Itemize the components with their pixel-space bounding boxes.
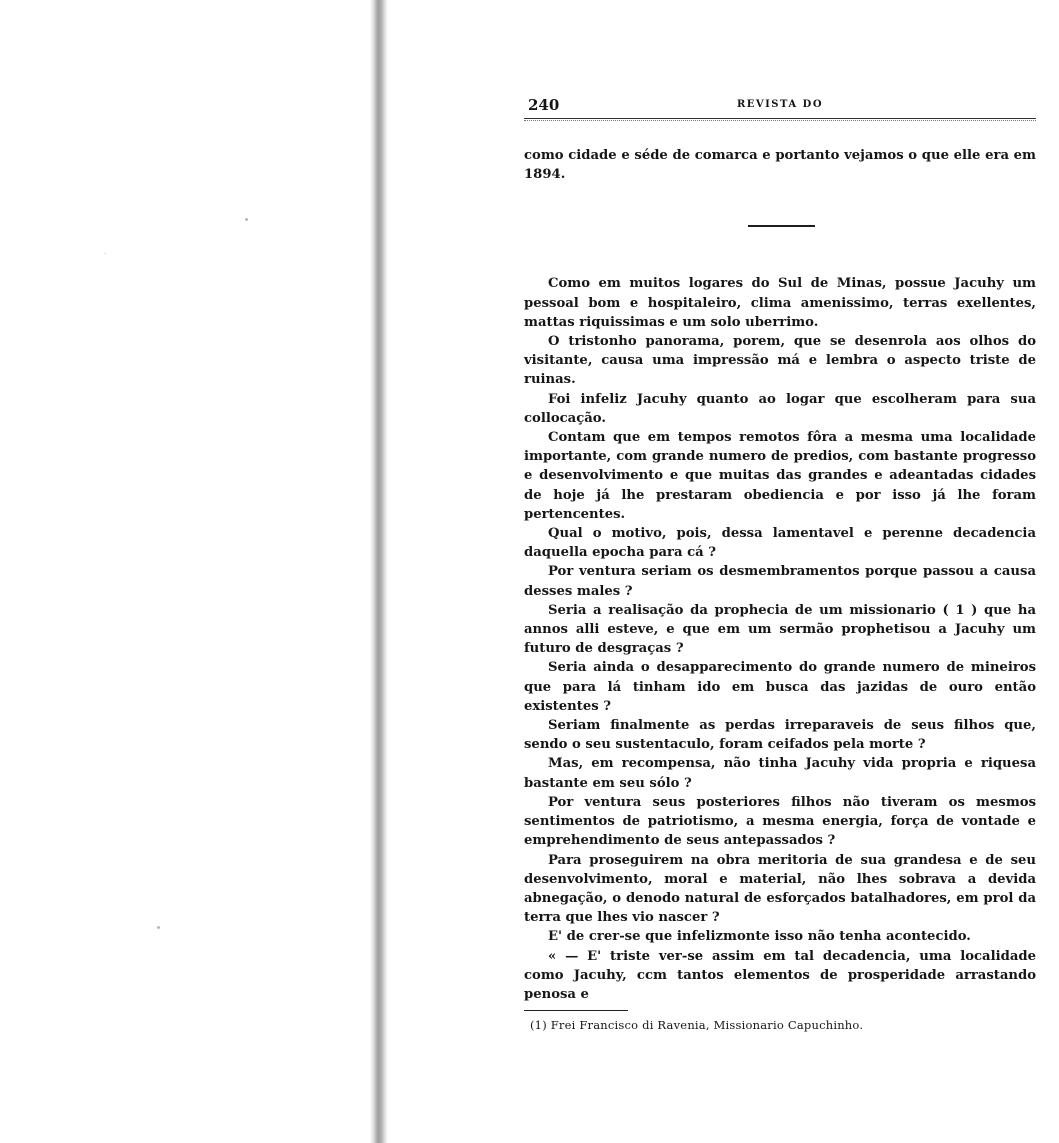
paragraph: Por ventura seriam os desmembramentos porque passou a causa desses males ? xyxy=(524,564,1036,599)
paragraph: Para proseguirem na obra meritoria de sua grandesa e de seu desenvolvimento, moral e material, não lhes sobrava a devida abnegação, o denodo natural de esforçados batalhadores, em prol da terra que lhes vio nascer ? xyxy=(524,852,1036,926)
paragraph: Mas, em recompensa, não tinha Jacuhy vida propria e riquesa bastante em seu sólo ? xyxy=(524,756,1036,791)
paragraph: Seria ainda o desapparecimento do grande numero de mineiros que para lá tinham ido em busca das jazidas de ouro então existentes ? xyxy=(524,660,1036,714)
body-text xyxy=(524,274,1036,1004)
paper-speck xyxy=(157,926,160,929)
book-page xyxy=(524,96,1036,1032)
paragraph: E' de crer-se que infelizmonte isso não tenha acontecido. xyxy=(548,929,971,945)
book-gutter-shadow xyxy=(370,0,388,1143)
paragraph: Seria a realisação da prophecia de um missionario ( 1 ) que ha annos alli esteve, e que em um sermão prophetisou a Jacuhy um futuro de desgraças ? xyxy=(524,602,1036,657)
paragraph: O tristonho panorama, porem, que se desenrola aos olhos do visitante, causa uma impressão má e lembra o aspecto triste de ruinas. xyxy=(524,334,1036,388)
section-separator xyxy=(748,225,815,227)
paragraph: Como em muitos logares do Sul de Minas, possue Jacuhy um pessoal bom e hospitaleiro, clima amenissimo, terras exellentes, mattas riquissimas e um solo uberrimo. xyxy=(524,276,1036,330)
footnote-rule xyxy=(524,1010,628,1011)
footnote: (1) Frei Francisco di Ravenia, Missionario Capuchinho. xyxy=(530,1018,864,1033)
header-rule xyxy=(524,118,1036,119)
intro-paragraph: como cidade e séde de comarca e portanto vejamos o que elle era em 1894. xyxy=(524,148,1036,183)
header-rule-dotted xyxy=(524,120,1036,121)
paragraph: Qual o motivo, pois, dessa lamentavel e perenne decadencia daquella epocha para cá ? xyxy=(524,526,1036,561)
paragraph: « — E' triste ver-se assim em tal decadencia, uma localidade como Jacuhy, ccm tantos elementos de prosperidade arrastando penosa e xyxy=(524,948,1036,1002)
paragraph: Contam que em tempos remotos fôra a mesma uma localidade importante, com grande numero de predios, com bastante progresso e desenvolvimento e que muitas das grandes e adeantadas cidades de hoje já lhe prestaram obediencia e por isso já lhe foram pertencentes. xyxy=(524,430,1036,522)
paper-speck xyxy=(245,218,248,221)
paper-speck xyxy=(104,253,106,254)
paragraph: Por ventura seus posteriores filhos não tiveram os mesmos sentimentos de patriotismo, a mesma energia, força de vontade e emprehendimento de seus antepassados ? xyxy=(524,794,1036,849)
running-head xyxy=(524,96,1036,116)
paragraph: Seriam finalmente as perdas irreparaveis de seus filhos que, sendo o seu sustentaculo, foram ceifados pela morte ? xyxy=(524,718,1036,753)
paragraph: Foi infeliz Jacuhy quanto ao logar que escolheram para sua collocação. xyxy=(524,391,1036,426)
running-title: REVISTA DO xyxy=(736,99,824,110)
page-number: 240 xyxy=(528,96,560,114)
